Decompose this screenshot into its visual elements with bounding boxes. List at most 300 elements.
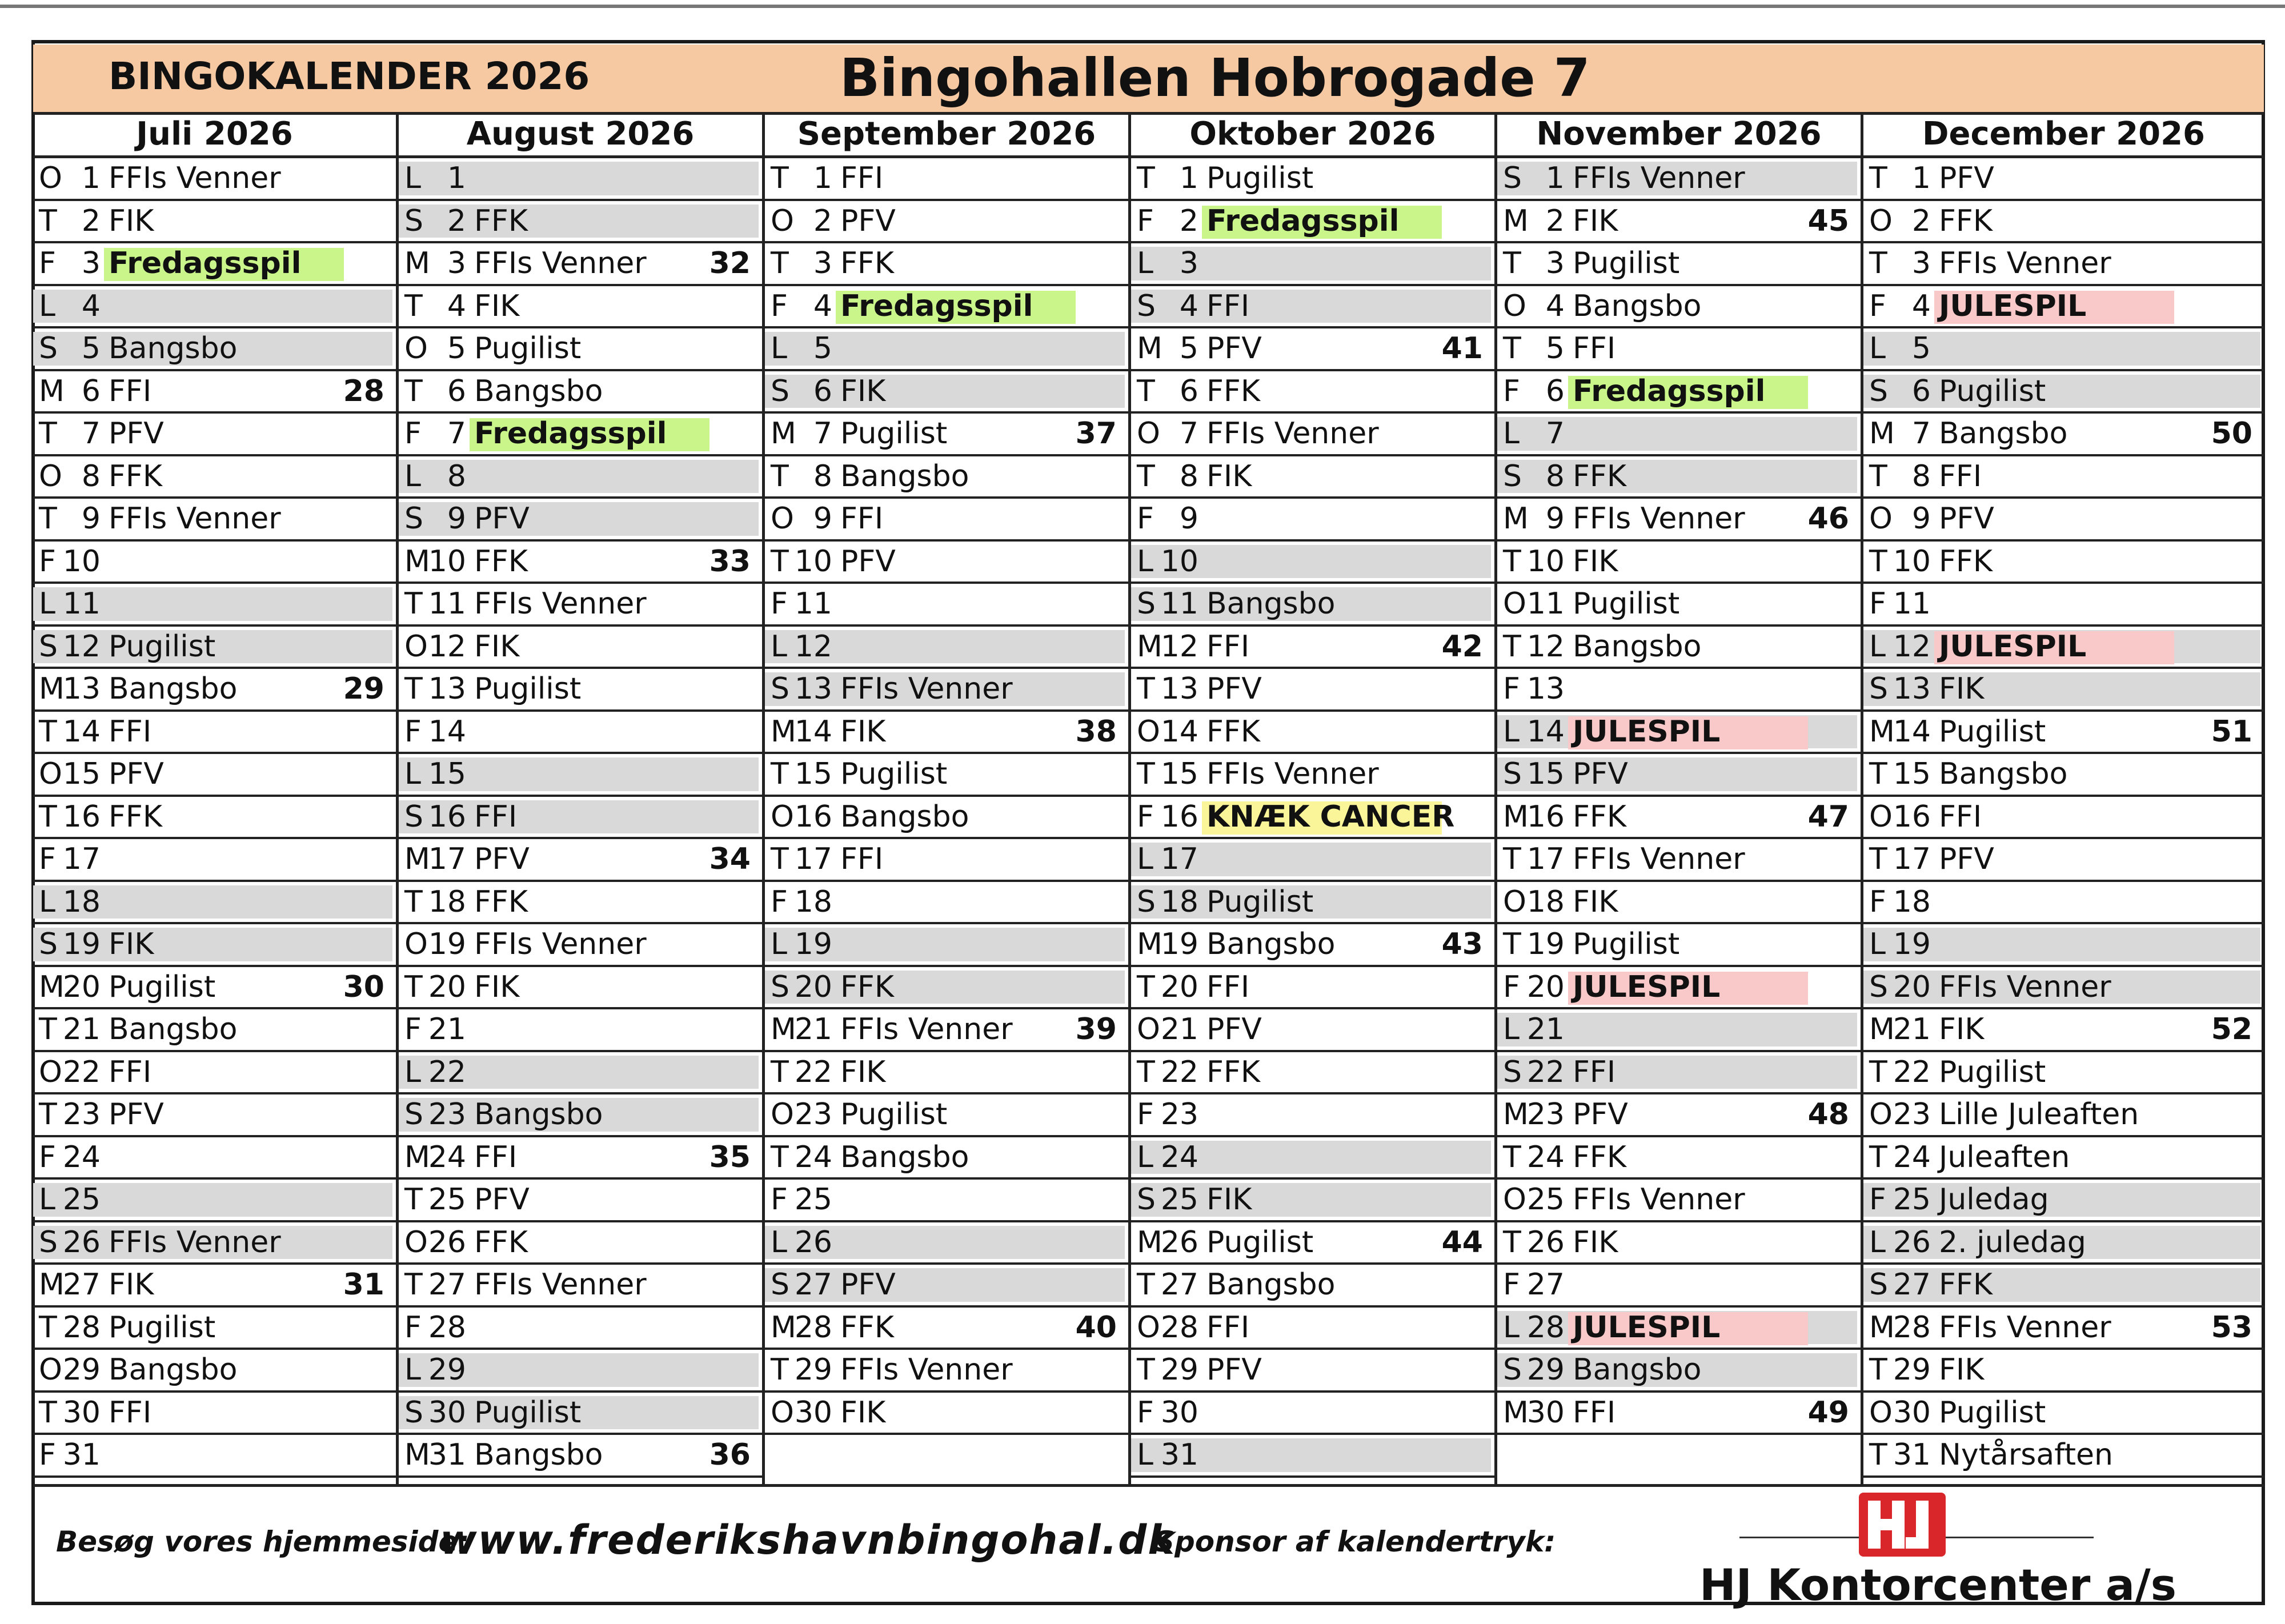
day-row xyxy=(33,627,396,669)
day-row xyxy=(765,754,1128,797)
day-row xyxy=(399,754,762,797)
day-number: 15 xyxy=(62,757,101,791)
day-number: 24 xyxy=(62,1140,101,1174)
day-row xyxy=(1497,584,1861,627)
weekday-letter: L xyxy=(771,629,787,664)
week-number: 52 xyxy=(2211,1012,2252,1046)
day-row xyxy=(1131,967,1494,1010)
day-number: 13 xyxy=(1893,672,1931,706)
event-label: FFI xyxy=(840,502,884,536)
week-number: 28 xyxy=(343,374,384,408)
event-label: Lille Juleaften xyxy=(1939,1097,2139,1132)
day-number: 19 xyxy=(1160,927,1198,961)
event-label: PFV xyxy=(474,842,530,876)
event-label: FFIs Venner xyxy=(1206,757,1379,791)
event-label: Bangsbo xyxy=(1939,416,2068,451)
event-label: Bangsbo xyxy=(474,1097,603,1132)
weekday-letter: O xyxy=(1137,1012,1160,1046)
day-number: 23 xyxy=(1526,1097,1565,1132)
day-row xyxy=(1863,1308,2264,1350)
day-number: 31 xyxy=(62,1438,101,1472)
day-row xyxy=(1131,1393,1494,1435)
day-row xyxy=(765,1094,1128,1137)
day-row xyxy=(1131,669,1494,712)
day-row xyxy=(1131,712,1494,755)
week-number: 48 xyxy=(1807,1097,1849,1132)
weekday-letter: M xyxy=(404,1140,430,1174)
day-number: 9 xyxy=(1545,502,1565,536)
weekday-letter: O xyxy=(1137,1310,1160,1345)
day-number: 13 xyxy=(428,672,466,706)
day-number: 3 xyxy=(447,246,466,280)
day-row xyxy=(1497,499,1861,542)
day-row xyxy=(33,1009,396,1052)
day-row xyxy=(1497,286,1861,329)
weekday-letter: T xyxy=(1137,1353,1155,1387)
day-row xyxy=(1131,1052,1494,1095)
day-number: 28 xyxy=(1893,1310,1931,1345)
weekday-letter: M xyxy=(771,714,796,749)
week-number: 45 xyxy=(1807,203,1849,238)
day-number: 4 xyxy=(1179,288,1198,323)
event-label: FIK xyxy=(1573,203,1618,238)
event-label: FFK xyxy=(1206,1054,1260,1089)
weekday-letter: T xyxy=(39,1097,57,1132)
sponsor-company: HJ Kontorcenter a/s xyxy=(1699,1559,2177,1610)
day-number: 16 xyxy=(62,799,101,834)
day-number: 9 xyxy=(447,502,466,536)
day-row xyxy=(399,584,762,627)
weekday-letter: S xyxy=(1137,1182,1156,1217)
event-label: FFIs Venner xyxy=(474,587,647,621)
day-row xyxy=(33,712,396,755)
event-label: FFIs Venner xyxy=(840,1353,1013,1387)
day-row xyxy=(765,286,1128,329)
event-label: FFIs Venner xyxy=(1939,1310,2111,1345)
sponsor-label: Sponsor af kalendertryk: xyxy=(1154,1525,1556,1558)
day-number: 18 xyxy=(1893,884,1931,919)
day-row xyxy=(1497,712,1861,755)
day-number: 27 xyxy=(1160,1268,1198,1302)
weekday-letter: M xyxy=(1137,629,1162,664)
weekday-letter: S xyxy=(404,502,424,536)
day-row xyxy=(1863,456,2264,499)
event-label: FIK xyxy=(1939,1353,1985,1387)
day-number: 30 xyxy=(428,1395,466,1430)
event-label: PFV xyxy=(1939,161,1994,195)
week-number: 42 xyxy=(1441,629,1483,664)
day-number: 17 xyxy=(62,842,101,876)
event-label: FFI xyxy=(840,842,884,876)
day-row xyxy=(1863,1265,2264,1308)
weekday-letter: F xyxy=(1137,1395,1154,1430)
day-row xyxy=(765,967,1128,1010)
event-label: PFV xyxy=(1206,1012,1262,1046)
day-row xyxy=(399,243,762,286)
day-number: 12 xyxy=(62,629,101,664)
weekday-letter: T xyxy=(771,161,789,195)
day-number: 15 xyxy=(428,757,466,791)
week-number: 37 xyxy=(1075,416,1117,451)
day-row xyxy=(399,328,762,371)
weekday-letter: F xyxy=(39,246,56,280)
day-number: 14 xyxy=(794,714,832,749)
day-row xyxy=(1497,1052,1861,1095)
day-number: 29 xyxy=(1160,1353,1198,1387)
weekday-letter: O xyxy=(1503,884,1526,919)
event-label: Bangsbo xyxy=(840,1140,969,1174)
event-label: Pugilist xyxy=(1939,374,2046,408)
day-number: 15 xyxy=(794,757,832,791)
weekday-letter: S xyxy=(39,1225,58,1260)
day-number: 10 xyxy=(1160,544,1198,579)
day-row xyxy=(1497,1009,1861,1052)
day-number: 18 xyxy=(62,884,101,919)
week-number: 33 xyxy=(709,544,751,579)
weekday-letter: O xyxy=(39,1353,62,1387)
day-number: 1 xyxy=(1545,161,1565,195)
day-number: 2 xyxy=(1179,203,1198,238)
day-number: 18 xyxy=(794,884,832,919)
event-label: PFV xyxy=(1573,1097,1628,1132)
day-number: 12 xyxy=(1526,629,1565,664)
day-number: 4 xyxy=(81,288,101,323)
weekday-letter: M xyxy=(1503,799,1529,834)
day-row xyxy=(1863,627,2264,669)
event-label: FFI xyxy=(474,799,518,834)
day-row xyxy=(33,882,396,925)
event-label: FFIs Venner xyxy=(1206,416,1379,451)
day-row xyxy=(765,1222,1128,1265)
day-row xyxy=(399,669,762,712)
event-label: Nytårsaften xyxy=(1939,1438,2113,1472)
day-number: 23 xyxy=(1160,1097,1198,1132)
event-label: Pugilist xyxy=(1573,927,1680,961)
weekday-letter: F xyxy=(39,842,56,876)
day-row xyxy=(399,1393,762,1435)
day-number: 18 xyxy=(428,884,466,919)
day-number: 17 xyxy=(428,842,466,876)
weekday-letter: T xyxy=(39,799,57,834)
weekday-letter: T xyxy=(771,1054,789,1089)
day-number: 9 xyxy=(81,502,101,536)
day-row xyxy=(765,328,1128,371)
month-header: Juli 2026 xyxy=(33,113,396,158)
day-number: 5 xyxy=(447,331,466,366)
day-row xyxy=(1863,669,2264,712)
day-number: 7 xyxy=(1179,416,1198,451)
day-number: 3 xyxy=(813,246,832,280)
day-row xyxy=(33,1137,396,1180)
day-number: 13 xyxy=(62,672,101,706)
day-number: 11 xyxy=(1893,587,1931,621)
week-number: 34 xyxy=(709,842,751,876)
day-number: 21 xyxy=(1160,1012,1198,1046)
event-label: PFV xyxy=(1573,757,1628,791)
day-row xyxy=(765,584,1128,627)
day-number: 27 xyxy=(62,1268,101,1302)
day-row xyxy=(1131,754,1494,797)
day-number: 13 xyxy=(1160,672,1198,706)
day-number: 29 xyxy=(62,1353,101,1387)
day-row xyxy=(1497,924,1861,967)
weekday-letter: M xyxy=(1869,714,1895,749)
weekday-letter: O xyxy=(1137,714,1160,749)
day-row xyxy=(1131,456,1494,499)
event-label: Fredagsspil xyxy=(1573,374,1766,408)
event-label: FFI xyxy=(1939,459,1982,494)
day-row xyxy=(399,797,762,840)
day-number: 20 xyxy=(62,969,101,1004)
event-label: PFV xyxy=(474,502,530,536)
day-number: 5 xyxy=(1545,331,1565,366)
weekday-letter: M xyxy=(404,544,430,579)
event-label: Pugilist xyxy=(1573,246,1680,280)
weekday-letter: O xyxy=(771,1097,794,1132)
weekday-letter: T xyxy=(771,246,789,280)
day-number: 25 xyxy=(794,1182,832,1217)
week-number: 40 xyxy=(1075,1310,1117,1345)
weekday-letter: T xyxy=(1137,969,1155,1004)
day-number: 24 xyxy=(1526,1140,1565,1174)
weekday-letter: M xyxy=(1869,1310,1895,1345)
weekday-letter: T xyxy=(1869,1054,1887,1089)
weekday-letter: O xyxy=(404,927,428,961)
weekday-letter: M xyxy=(1869,1012,1895,1046)
day-row xyxy=(765,243,1128,286)
event-label: Pugilist xyxy=(474,672,582,706)
day-number: 19 xyxy=(1526,927,1565,961)
event-label: FFIs Venner xyxy=(1573,1182,1745,1217)
day-row xyxy=(399,627,762,669)
weekday-letter: O xyxy=(771,502,794,536)
day-row xyxy=(765,499,1128,542)
day-row xyxy=(1863,243,2264,286)
weekday-letter: L xyxy=(1869,1225,1886,1260)
day-number: 8 xyxy=(813,459,832,494)
event-label: Bangsbo xyxy=(474,374,603,408)
day-number: 11 xyxy=(794,587,832,621)
day-row xyxy=(1497,839,1861,882)
day-number: 10 xyxy=(794,544,832,579)
day-row xyxy=(1863,286,2264,329)
weekday-letter: M xyxy=(1503,1097,1529,1132)
day-row xyxy=(1863,158,2264,201)
weekday-letter: T xyxy=(1869,1438,1887,1472)
weekday-letter: M xyxy=(1503,502,1529,536)
event-label: Pugilist xyxy=(109,1310,216,1345)
weekday-letter: L xyxy=(404,1054,421,1089)
day-number: 4 xyxy=(447,288,466,323)
day-row xyxy=(1131,1350,1494,1393)
day-row xyxy=(1497,967,1861,1010)
event-label: Pugilist xyxy=(1573,587,1680,621)
day-row xyxy=(1497,158,1861,201)
day-row xyxy=(765,1009,1128,1052)
day-row xyxy=(33,1308,396,1350)
day-row xyxy=(1131,627,1494,669)
day-row xyxy=(1131,1435,1494,1478)
day-row xyxy=(33,158,396,201)
week-number: 41 xyxy=(1441,331,1483,366)
event-label: Bangsbo xyxy=(1206,1268,1336,1302)
day-row xyxy=(33,1094,396,1137)
day-row xyxy=(1131,499,1494,542)
day-number: 24 xyxy=(1160,1140,1198,1174)
day-number: 10 xyxy=(428,544,466,579)
weekday-letter: T xyxy=(1503,842,1521,876)
day-number: 2 xyxy=(1545,203,1565,238)
weekday-letter: O xyxy=(39,161,62,195)
weekday-letter: L xyxy=(1869,927,1886,961)
weekday-letter: S xyxy=(404,1395,424,1430)
weekday-letter: M xyxy=(771,1310,796,1345)
event-label: Bangsbo xyxy=(1573,629,1702,664)
day-number: 24 xyxy=(428,1140,466,1174)
event-label: JULESPIL xyxy=(1939,629,2087,664)
day-number: 21 xyxy=(794,1012,832,1046)
event-label: FIK xyxy=(1573,884,1618,919)
day-number: 11 xyxy=(428,587,466,621)
day-row xyxy=(399,542,762,584)
event-label: FIK xyxy=(840,714,886,749)
day-row xyxy=(33,924,396,967)
weekday-letter: F xyxy=(404,416,422,451)
day-number: 28 xyxy=(428,1310,466,1345)
event-label: Juleaften xyxy=(1939,1140,2070,1174)
event-label: Fredagsspil xyxy=(840,288,1033,323)
event-label: FFK xyxy=(109,799,162,834)
day-number: 9 xyxy=(1179,502,1198,536)
day-row xyxy=(1863,1052,2264,1095)
event-label: Bangsbo xyxy=(109,1012,238,1046)
month-column xyxy=(1863,113,2264,1484)
event-label: FFK xyxy=(474,544,528,579)
week-number: 46 xyxy=(1807,502,1849,536)
event-label: FFK xyxy=(840,969,894,1004)
day-row xyxy=(1863,1009,2264,1052)
weekday-letter: L xyxy=(39,587,55,621)
day-row xyxy=(33,456,396,499)
day-row xyxy=(399,1094,762,1137)
event-label: FIK xyxy=(109,1268,154,1302)
weekday-letter: M xyxy=(1137,331,1162,366)
day-row xyxy=(33,669,396,712)
day-row xyxy=(765,712,1128,755)
weekday-letter: O xyxy=(1869,799,1893,834)
day-row xyxy=(33,584,396,627)
weekday-letter: M xyxy=(39,1268,65,1302)
event-label: JULESPIL xyxy=(1573,714,1721,749)
weekday-letter: F xyxy=(771,288,788,323)
day-number: 22 xyxy=(62,1054,101,1089)
day-number: 17 xyxy=(1893,842,1931,876)
weekday-letter: T xyxy=(1869,246,1887,280)
event-label: FIK xyxy=(1573,1225,1618,1260)
event-label: Bangsbo xyxy=(1939,757,2068,791)
day-row xyxy=(1863,328,2264,371)
day-number: 17 xyxy=(794,842,832,876)
event-label: FFIs Venner xyxy=(840,1012,1013,1046)
day-number: 27 xyxy=(1526,1268,1565,1302)
day-number: 2 xyxy=(813,203,832,238)
weekday-letter: S xyxy=(771,374,790,408)
event-label: FIK xyxy=(840,1054,886,1089)
day-row xyxy=(1863,1180,2264,1222)
website-link[interactable]: www.frederikshavnbingohal.dk xyxy=(440,1517,1176,1563)
day-number: 5 xyxy=(1179,331,1198,366)
day-row xyxy=(1863,1222,2264,1265)
event-label: FFK xyxy=(1939,1268,1993,1302)
day-row xyxy=(1863,1137,2264,1180)
event-label: Fredagsspil xyxy=(1206,203,1400,238)
weekday-letter: S xyxy=(1137,288,1156,323)
day-row xyxy=(399,414,762,456)
hj-logo-icon xyxy=(1857,1488,1948,1559)
weekday-letter: S xyxy=(1137,884,1156,919)
event-label: FFK xyxy=(109,459,162,494)
week-number: 29 xyxy=(343,672,384,706)
day-number: 1 xyxy=(1911,161,1931,195)
weekday-letter: T xyxy=(39,502,57,536)
day-number: 27 xyxy=(794,1268,832,1302)
event-label: FIK xyxy=(109,203,154,238)
weekday-letter: T xyxy=(1503,1225,1521,1260)
day-number: 4 xyxy=(1911,288,1931,323)
event-label: PFV xyxy=(840,544,896,579)
day-number: 24 xyxy=(794,1140,832,1174)
weekday-letter: F xyxy=(771,1182,788,1217)
day-row xyxy=(1497,627,1861,669)
day-number: 8 xyxy=(1911,459,1931,494)
weekday-letter: M xyxy=(404,842,430,876)
day-number: 28 xyxy=(62,1310,101,1345)
weekday-letter: L xyxy=(1503,1310,1520,1345)
day-row xyxy=(1863,584,2264,627)
event-label: Bangsbo xyxy=(1573,1353,1702,1387)
day-row xyxy=(1497,1137,1861,1180)
weekday-letter: L xyxy=(1869,629,1886,664)
week-number: 31 xyxy=(343,1268,384,1302)
weekday-letter: F xyxy=(1869,288,1886,323)
day-number: 26 xyxy=(1893,1225,1931,1260)
weekday-letter: S xyxy=(771,969,790,1004)
event-label: FFIs Venner xyxy=(1573,842,1745,876)
day-number: 22 xyxy=(428,1054,466,1089)
day-row xyxy=(33,1350,396,1393)
week-number: 36 xyxy=(709,1438,751,1472)
day-number: 20 xyxy=(428,969,466,1004)
month-header: Oktober 2026 xyxy=(1131,113,1494,158)
weekday-letter: T xyxy=(771,459,789,494)
event-label: Pugilist xyxy=(474,331,582,366)
week-number: 43 xyxy=(1441,927,1483,961)
day-row xyxy=(1863,1350,2264,1393)
day-row xyxy=(1131,584,1494,627)
day-number: 15 xyxy=(1893,757,1931,791)
weekday-letter: L xyxy=(404,1353,421,1387)
weekday-letter: T xyxy=(404,1182,423,1217)
day-number: 5 xyxy=(81,331,101,366)
event-label: FFK xyxy=(840,246,894,280)
event-label: Juledag xyxy=(1939,1182,2049,1217)
weekday-letter: T xyxy=(1869,1353,1887,1387)
month-header: December 2026 xyxy=(1863,113,2264,158)
day-row xyxy=(1131,1265,1494,1308)
event-label: Bangsbo xyxy=(840,459,969,494)
day-row xyxy=(765,924,1128,967)
top-rule xyxy=(0,5,2285,8)
